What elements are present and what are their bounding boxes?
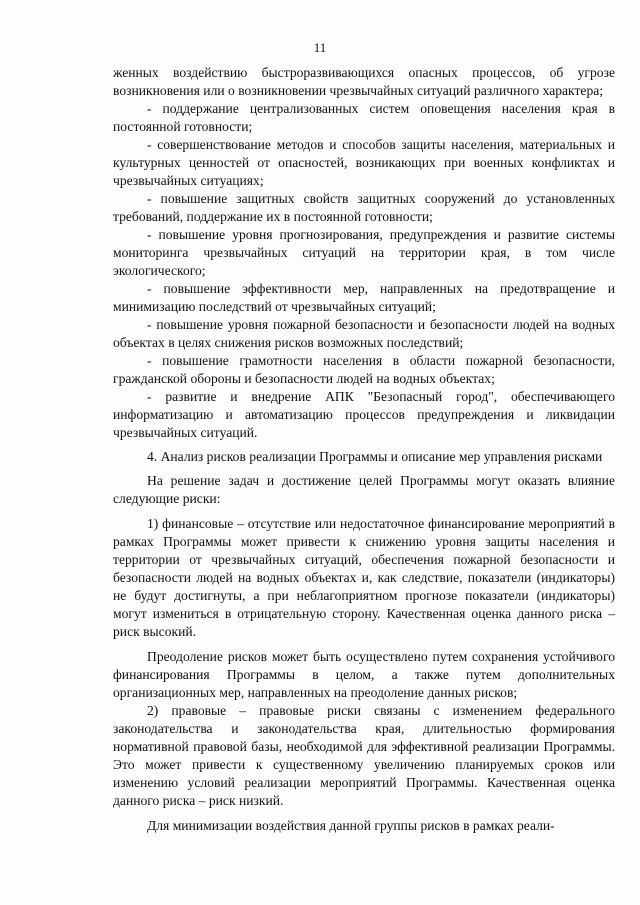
list-item-prevention-measures: - повышение эффективности мер, направленных на предотвращение и минимизацию последствий от чрезвычайных ситуаций; bbox=[113, 281, 615, 314]
paragraph-legal-mitigation: Для минимизации воздействия данной группы рисков в рамках реали- bbox=[147, 818, 555, 833]
list-item-population-literacy: - повышение грамотности населения в области пожарной безопасности, гражданской обороны и безопасности людей на водных объектах; bbox=[113, 353, 615, 386]
paragraph-risk-mitigation: Преодоление рисков может быть осуществлено путем сохранения устойчивого финансирования Программы в целом, а также путем дополнительных организационных мер, направленных на преодоление данных рисков; bbox=[113, 649, 615, 700]
document-body bbox=[113, 64, 615, 835]
paragraph-financial-risks: 1) финансовые – отсутствие или недостаточное финансирование мероприятий в рамках Программы может привести к снижению уровня защиты населения и территории от чрезвычайных ситуаций, обеспечения пожарной безопасности и безопасности людей на водных объектах и, как следствие, показатели (индикаторы) не будут достигнуты, а при неблагоприятном прогнозе показатели (индикаторы) могут измениться в отрицательную сторону. Качественная оценка данного риска – риск высокий. bbox=[113, 516, 615, 639]
list-item-safe-city: - развитие и внедрение АПК "Безопасный город", обеспечивающего информатизацию и автоматизацию процессов предупреждения и ликвидации чрезвычайных ситуаций. bbox=[113, 389, 615, 440]
list-item-protective-structures: - повышение защитных свойств защитных сооружений до установленных требований, поддержание их в постоянной готовности; bbox=[113, 191, 615, 224]
paragraph-legal-risks: 2) правовые – правовые риски связаны с изменением федерального законодательства и законодательства края, длительностью формирования нормативной правовой базы, необходимой для эффективной реализации Программы. Это может привести к существенному увеличению планируемых сроков или изменению условий реализации мероприятий Программы. Качественная оценка данного риска – риск низкий. bbox=[113, 703, 615, 808]
list-item-notification-systems: - поддержание централизованных систем оповещения населения края в постоянной готовности; bbox=[113, 101, 615, 134]
paragraph-risks-intro: На решение задач и достижение целей Программы могут оказать влияние следующие риски: bbox=[113, 473, 615, 506]
paragraph-continuation: женных воздействию быстроразвивающихся опасных процессов, об угрозе возникновения или о возникновении чрезвычайных ситуаций различного характера; bbox=[113, 65, 615, 98]
list-item-forecasting-monitoring: - повышение уровня прогнозирования, предупреждения и развитие системы мониторинга чрезвычайных ситуаций на территории края, в том числе экологического; bbox=[113, 227, 615, 278]
list-item-protection-methods: - совершенствование методов и способов защиты населения, материальных и культурных ценностей от опасностей, возникающих при военных конфликтах и чрезвычайных ситуациях; bbox=[113, 137, 615, 188]
page-number: 11 bbox=[313, 40, 327, 55]
list-item-fire-water-safety: - повышение уровня пожарной безопасности и безопасности людей на водных объектах в целях снижения рисков возможных последствий; bbox=[113, 317, 615, 350]
section-heading: 4. Анализ рисков реализации Программы и описание мер управления рисками bbox=[147, 449, 603, 464]
